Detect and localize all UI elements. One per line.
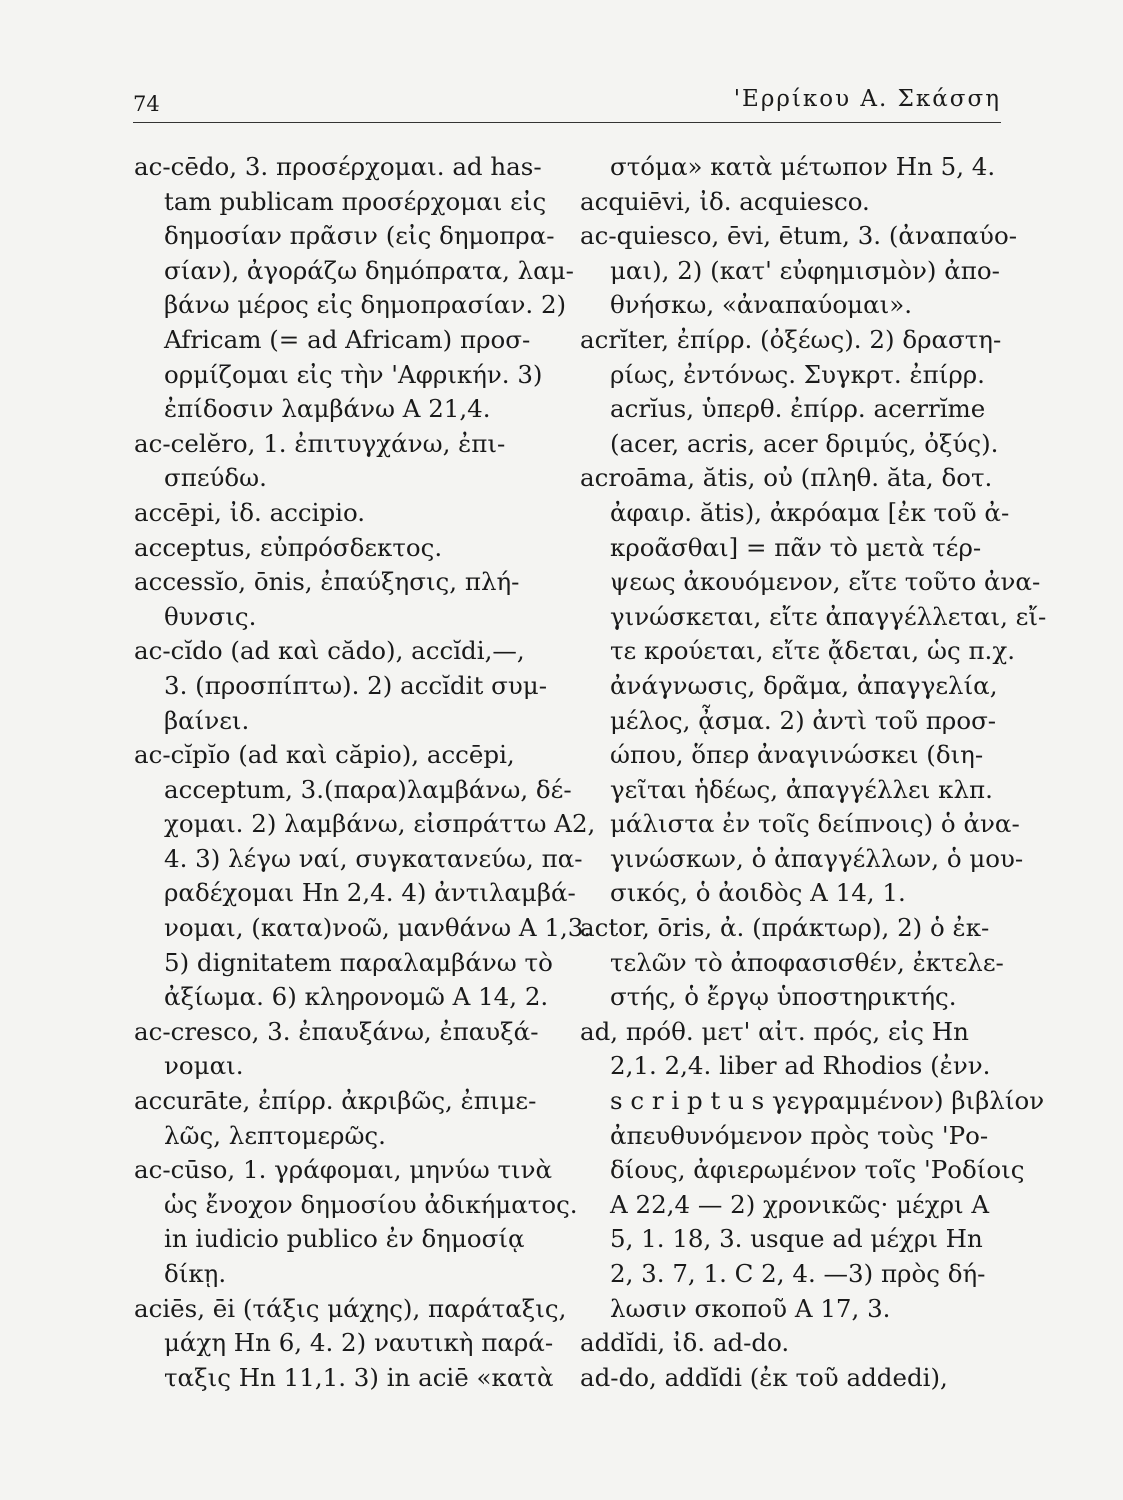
entry-line: δίκῃ.	[164, 1259, 227, 1288]
entry-headline: accēpi, ἰδ. accipio.	[134, 497, 366, 527]
header-rule	[133, 122, 1001, 123]
entry-headline: ac-cēdo, 3. προσέρχομαι. ad has-	[134, 152, 542, 181]
entry-headline: acquiēvi, ἰδ. acquiesco.	[580, 186, 870, 216]
entry-line: ἐπίδοσιν λαμβάνω Α 21,4.	[164, 394, 491, 424]
entry-headline: accurāte, ἐπίρρ. ἀκριβῶς, ἐπιμε-	[134, 1086, 537, 1116]
entry-line: σπεύδω.	[164, 463, 267, 493]
entry-headline: ac-quiesco, ēvi, ētum, 3. (ἀναπαύο-	[580, 221, 1017, 251]
left-column	[130, 150, 596, 1395]
entry-headline: acroāma, ătis, οὐ (πληθ. ăta, δοτ.	[580, 463, 993, 493]
entry-headline: ac-celĕro, 1. ἐπιτυγχάνω, ἐπι-	[134, 428, 506, 458]
entry-headline: ac-cĭpĭo (ad καὶ căpio), accēpi,	[134, 740, 515, 770]
entry-line: 3. (προσπίπτω). 2) accĭdit συμ-	[164, 670, 547, 700]
page-number: 74	[133, 92, 160, 116]
entry-line: τε κρούεται, εἴτε ᾄδεται, ὡς π.χ.	[610, 636, 1015, 666]
entry-line: acceptum, 3.(παρα)λαμβάνω, δέ-	[164, 774, 572, 804]
entry-line: ορμίζομαι εἰς τὴν 'Αφρικήν. 3)	[164, 359, 543, 389]
entry-line: ὡς ἔνοχον δημοσίου ἀδικήματος.	[164, 1189, 578, 1219]
entry-line: μάλιστα ἐν τοῖς δείπνοις) ὁ ἀνα-	[610, 809, 1020, 839]
entry-line: acrĭus, ὑπερθ. ἐπίρρ. acerrĭme	[610, 394, 986, 424]
entry-line: (acer, acris, acer δριμύς, ὀξύς).	[610, 428, 999, 458]
entry-line: 2, 3. 7, 1. C 2, 4. —3) πρὸς δή-	[610, 1259, 986, 1288]
entry-headline: actor, ōris, ἀ. (πράκτωρ), 2) ὁ ἐκ-	[580, 913, 990, 943]
entry-line: λῶς, λεπτομερῶς.	[164, 1120, 386, 1150]
entry-line: 5, 1. 18, 3. usque ad μέχρι Ηn	[610, 1224, 983, 1254]
running-title: 'Ερρίκου Α. Σκάσση	[733, 86, 1001, 112]
entry-headline: acceptus, εὐπρόσδεκτος.	[134, 532, 443, 562]
entry-line: s c r i p t u s γεγραμμένον) βιβλίον	[610, 1086, 1045, 1116]
entry-line: ταξις Ηn 11,1. 3) in aciē «κατὰ	[164, 1362, 554, 1392]
entry-line: ἀξίωμα. 6) κληρονομῶ Α 14, 2.	[164, 982, 549, 1012]
entry-headline: addĭdi, ἰδ. ad-do.	[580, 1328, 790, 1358]
entry-headline: acrĭter, ἐπίρρ. (ὀξέως). 2) δραστη-	[580, 324, 1002, 354]
entry-line: στόμα» κατὰ μέτωπον Ηn 5, 4.	[610, 152, 996, 181]
entry-line: δίους, ἀφιερωμένον τοῖς 'Ροδίοις	[610, 1155, 1025, 1185]
entry-line: Africam (= ad Africam) προσ-	[164, 324, 531, 354]
entry-line: γινώσκων, ὁ ἀπαγγέλλων, ὁ μου-	[610, 843, 1024, 873]
entry-line: σικός, ὁ ἀοιδὸς Α 14, 1.	[610, 878, 906, 908]
entry-line: νομαι, (κατα)νοῶ, μανθάνω Α 1,3.	[164, 913, 592, 943]
entry-line: νομαι.	[164, 1051, 244, 1081]
entry-line: 5) dignitatem παραλαμβάνω τὸ	[164, 947, 553, 977]
entry-line: χομαι. 2) λαμβάνω, εἰσπράττω Α2,	[164, 809, 596, 839]
entry-line: ψεως ἀκουόμενον, εἴτε τοῦτο ἀνα-	[610, 567, 1041, 597]
entry-headline: ad-do, addĭdi (ἐκ τοῦ addedi),	[580, 1362, 948, 1392]
entry-line: ἀπευθυνόμενον πρὸς τοὺς 'Ρο-	[610, 1120, 989, 1150]
entry-line: δημοσίαν πρᾶσιν (εἰς δημοπρα-	[164, 221, 555, 251]
entry-line: ἀνάγνωσις, δρᾶμα, ἀπαγγελία,	[610, 670, 998, 700]
entry-headline: ac-cūso, 1. γράφομαι, μηνύω τινὰ	[134, 1155, 553, 1185]
entry-line: μαι), 2) (κατ' εὐφημισμὸν) ἀπο-	[610, 255, 1000, 285]
entry-line: ρίως, ἐντόνως. Συγκρτ. ἐπίρρ.	[610, 359, 985, 389]
entry-line: μάχη Ηn 6, 4. 2) ναυτικὴ παρά-	[164, 1328, 554, 1358]
right-column	[576, 150, 1047, 1395]
entry-line: μέλος, ᾆσμα. 2) ἀντὶ τοῦ προσ-	[610, 705, 997, 735]
entry-line: in iudicio publico ἐν δημοσίᾳ	[164, 1224, 525, 1254]
entry-line: βαίνει.	[164, 705, 250, 735]
entry-line: λωσιν σκοποῦ Α 17, 3.	[610, 1293, 891, 1323]
entry-line: ραδέχομαι Ηn 2,4. 4) ἀντιλαμβά-	[164, 878, 576, 908]
entry-headline: ac-cresco, 3. ἐπαυξάνω, ἐπαυξά-	[134, 1016, 539, 1046]
entry-headline: aciēs, ēi (τάξις μάχης), παράταξις,	[134, 1293, 567, 1323]
entry-line: θνήσκω, «ἀναπαύομαι».	[610, 290, 913, 320]
entry-line: γεῖται ἡδέως, ἀπαγγέλλει κλπ.	[610, 774, 993, 804]
entry-line: θυνσις.	[164, 601, 257, 631]
entry-line: 2,1. 2,4. liber ad Rhodios (ἐνν.	[610, 1051, 991, 1081]
entry-line: τελῶν τὸ ἀποφασισθέν, ἐκτελε-	[610, 947, 1004, 977]
entry-line: ώπου, ὅπερ ἀναγινώσκει (διη-	[610, 740, 984, 770]
entry-headline: ad, πρόθ. μετ' αἰτ. πρός, εἰς Ηn	[580, 1016, 969, 1046]
entry-line: κροᾶσθαι] = πᾶν τὸ μετὰ τέρ-	[610, 532, 982, 562]
entry-headline: ac-cĭdo (ad καὶ cădo), accĭdi,—,	[134, 636, 525, 666]
entry-line: tam publicam προσέρχομαι εἰς	[164, 186, 547, 216]
entry-line: βάνω μέρος εἰς δημοπρασίαν. 2)	[164, 290, 567, 320]
entry-line: σίαν), ἀγοράζω δημόπρατα, λαμ-	[164, 255, 574, 285]
entry-line: γινώσκεται, εἴτε ἀπαγγέλλεται, εἴ-	[610, 601, 1047, 631]
entry-line: Α 22,4 — 2) χρονικῶς· μέχρι Α	[610, 1189, 990, 1219]
entry-line: ἀφαιρ. ătis), ἀκρόαμα [ἐκ τοῦ ἀ-	[610, 497, 1010, 527]
entry-headline: accessĭo, ōnis, ἐπαύξησις, πλή-	[134, 567, 520, 597]
entry-line: 4. 3) λέγω ναί, συγκατανεύω, πα-	[164, 843, 583, 873]
entry-line: στής, ὁ ἔργῳ ὑποστηρικτής.	[610, 982, 957, 1012]
